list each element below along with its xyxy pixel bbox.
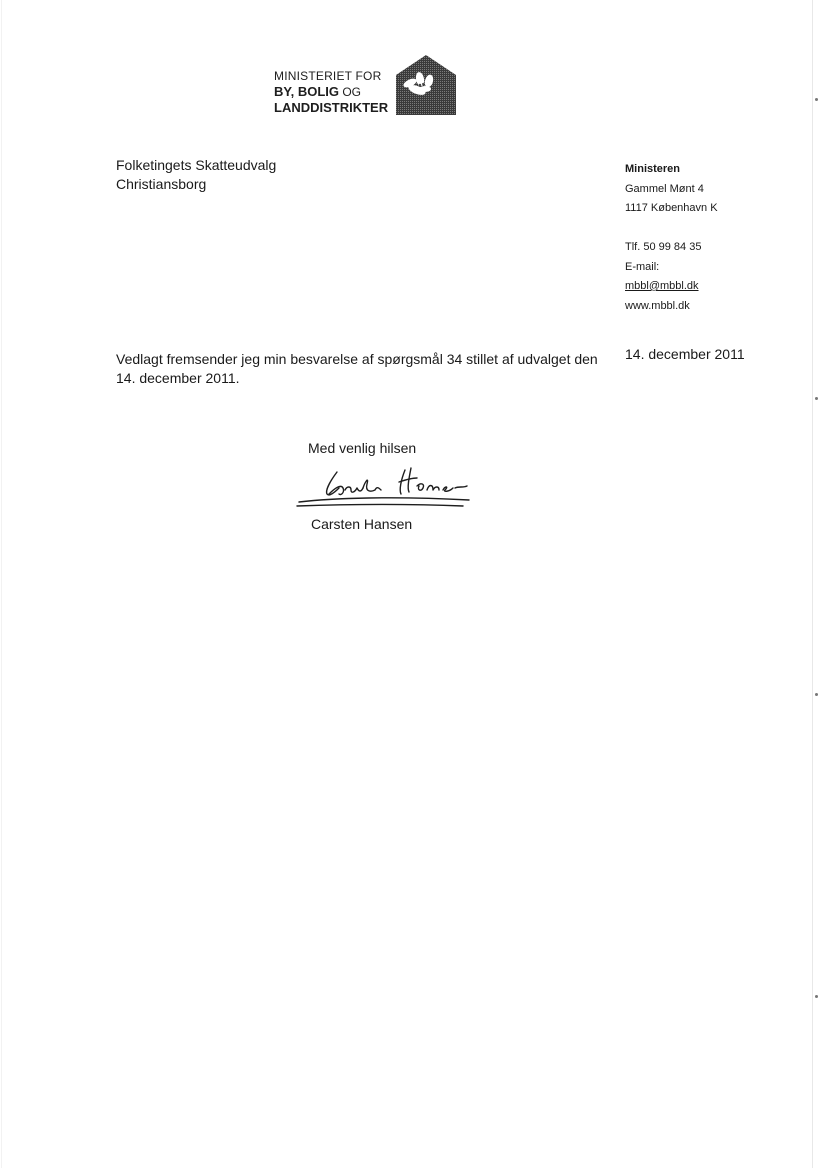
sender-email-label: E-mail: <box>625 260 660 273</box>
letter-date: 14. december 2011 <box>625 346 745 362</box>
scan-edge-left <box>1 0 2 1168</box>
scan-edge-right <box>812 0 813 1168</box>
scan-speck <box>815 995 818 998</box>
closing-greeting: Med venlig hilsen <box>308 440 417 456</box>
scan-speck <box>815 397 818 400</box>
ministry-wordmark <box>274 68 388 116</box>
sender-email-line <box>625 258 718 297</box>
signer-name: Carsten Hansen <box>311 516 413 532</box>
wordmark-line3: LANDDISTRIKTER <box>274 100 389 115</box>
recipient-address <box>116 156 276 194</box>
handwritten-signature <box>293 462 473 516</box>
wordmark-line1: MINISTERIET FOR <box>274 69 382 83</box>
sender-website: www.mbbl.dk <box>625 299 690 312</box>
wordmark-line2-bold: BY, BOLIG <box>274 84 340 99</box>
sender-street: Gammel Mønt 4 <box>625 182 704 195</box>
scan-speck <box>815 693 818 696</box>
house-with-flower-icon <box>396 55 456 115</box>
recipient-location: Christiansborg <box>116 176 207 192</box>
sender-city: 1117 København K <box>625 202 718 214</box>
sender-email-link[interactable]: mbbl@mbbl.dk <box>625 280 699 292</box>
scan-speck <box>815 98 818 101</box>
sender-block <box>625 160 718 316</box>
sender-phone: Tlf. 50 99 84 35 <box>625 241 702 253</box>
wordmark-line2 <box>274 84 388 100</box>
letter-body: Vedlagt fremsender jeg min besvarelse af spørgsmål 34 stillet af udvalget den 14. december 2011. <box>116 351 598 386</box>
sender-spacer <box>625 219 718 239</box>
recipient-name: Folketingets Skatteudvalg <box>116 157 277 173</box>
sender-title: Ministeren <box>625 163 681 175</box>
wordmark-line2-og: OG <box>339 85 362 99</box>
